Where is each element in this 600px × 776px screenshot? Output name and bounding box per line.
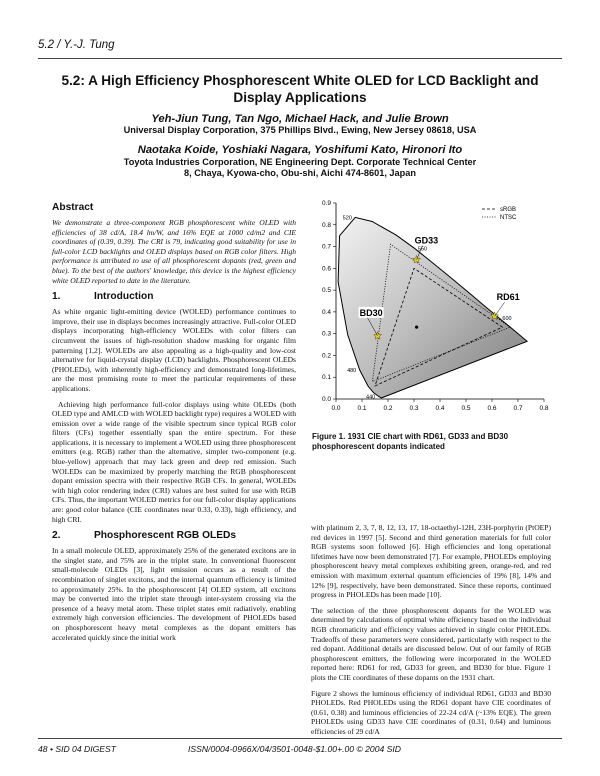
section-2-title: Phosphorescent RGB OLEDs bbox=[94, 530, 237, 542]
right-paragraph-1: with platinum 2, 3, 7, 8, 12, 13, 17, 18-octaethyl-12H, 23H-porphyrin (PtOEP) red devices in 1997 [5]. Second and third generation materials for full color RGB systems soon followed [6]. High efficiencies and long operational lifetimes have now been demonstrated [7]. For example, PHOLEDs employing phosphorescent heavy metal complexes exhibiting green, orange-red, and red emission with maximum external quantum efficiencies of 19% [8], 14% and 12% [9], respectively, have been demonstrated. Since these reports, continued progress in PHOLEDs has been made [10]. bbox=[311, 523, 551, 600]
y-tick-label: 0.6 bbox=[321, 265, 331, 273]
y-tick-label: 0.8 bbox=[321, 221, 331, 229]
wavelength-label: 600 bbox=[502, 315, 512, 322]
footer-page-info: 48 • SID 04 DIGEST bbox=[38, 744, 116, 754]
cie-figure bbox=[308, 195, 552, 430]
x-tick-label: 0.5 bbox=[461, 405, 471, 412]
affiliation-2-line2: 8, Chaya, Kyowa-cho, Obu-shi, Aichi 474-8601, Japan bbox=[184, 168, 416, 178]
y-tick-label: 0.1 bbox=[321, 374, 331, 382]
abstract-heading: Abstract bbox=[52, 202, 94, 213]
section-2-paragraph-1: In a small molecule OLED, approximately 25% of the generated excitons are in the singlet state, and 75% are in the triplet state. In conventional fluorescent small-molecule OLEDs [3], light emission occurs as a result of the recombination of singlet excitons, and the internal quantum efficiency is limited to approximately 25%. In the phosphorescent [4] OLED system, all excitons may be converted into the triplet state through inter-system crossing via the presence of a heavy metal atom. These triplet states emit radiatively, enabling extremely high conversion efficiencies. The development of PHOLEDs based on phosphorescent heavy metal complexes as the dopant emitters has accelerated quickly since the initial work bbox=[52, 546, 296, 642]
section-1-paragraph-2: Achieving high performance full-color displays using white OLEDs (both OLED type and AMLCD with WOLED backlight type) requires a WOLED with emission over a wide range of the visible spectrum since typical RGB color filters (CFs) together essentially span the entire spectrum. For these applications, it is necessary to implement a WOLED using three phosphorescent emitters (e.g. RGB) rather than the alternative, simpler two-component (e.g. blue-yellow) approach that may lack green and deep red emission. Such WOLEDs can be maximized by properly matching the RGB phosphorescent dopant emission spectra with their respective RGB CFs. In general, WOLEDs with high color rendering index (CRI) values are best suited for use with RGB CFs. Thus, the important WOLED metrics for our full-color display applications are: good color balance (CIE coordinates near 0.33, 0.33), high efficiency, and high CRI. bbox=[52, 399, 296, 524]
y-tick-label: 0.2 bbox=[321, 352, 331, 360]
section-1-number: 1. bbox=[52, 291, 61, 303]
y-tick-label: 0.3 bbox=[321, 330, 331, 338]
x-tick-label: 0.3 bbox=[409, 405, 419, 412]
y-tick-label: 0.5 bbox=[321, 287, 331, 295]
header-rule bbox=[38, 58, 562, 59]
section-2-number: 2. bbox=[52, 530, 61, 542]
y-tick-label: 0.9 bbox=[321, 200, 331, 207]
white-point-marker bbox=[415, 326, 418, 329]
dopant-label-gd33: GD33 bbox=[414, 235, 439, 246]
section-1-paragraph-1: As white organic light-emitting device (WOLED) performance continues to improve, their use in displays becomes increasingly attractive. Full-color OLED displays incorporating high-efficiency WOLEDs with color filters can circumvent the issues of high-resolution shadow masking for organic film patterning [1,2]. WOLEDs are also appealing as a high-quality and low-cost alternative for liquid-crystal display (LCD) backlights. Phosphorescent OLEDs (PHOLEDs), with inherently high-efficiency and demonstrated long-lifetimes, are the most promising route to meet the particular requirements of these applications. bbox=[52, 307, 296, 393]
wavelength-label: 440 bbox=[366, 394, 376, 401]
legend-label: NTSC bbox=[500, 215, 517, 221]
dopant-label-bd30: BD30 bbox=[359, 307, 383, 318]
affiliation-1: Universal Display Corporation, 375 Phillips Blvd., Ewing, New Jersey 08618, USA bbox=[123, 125, 477, 135]
x-tick-label: 0.1 bbox=[357, 405, 367, 412]
section-2-heading bbox=[52, 530, 296, 542]
y-tick-label: 0.7 bbox=[321, 243, 331, 251]
wavelength-label: 520 bbox=[342, 215, 352, 222]
figure-caption: Figure 1. 1931 CIE chart with RD61, GD33 and BD30 phosphorescent dopants indicated bbox=[312, 432, 509, 451]
cie-chart bbox=[308, 195, 552, 430]
wavelength-label: 480 bbox=[347, 368, 357, 375]
running-header: 5.2 / Y.-J. Tung bbox=[38, 39, 115, 51]
authors-group-2: Naotaka Koide, Yoshiaki Nagara, Yoshifumi Kato, Hironori Ito bbox=[137, 144, 463, 156]
y-tick-label: 0.4 bbox=[321, 308, 331, 316]
right-paragraph-3: Figure 2 shows the luminous efficiency of individual RD61, GD33 and BD30 PHOLEDs. Red PHOLEDs using the RD61 dopant have CIE coordinates of (0.61, 0.38) and luminous efficiencies of 22-24 cd/A (~13% EQE). The green PHOLEDs using GD33 have CIE coordinates of (0.31, 0.64) and luminous efficiencies of 29 cd/A bbox=[311, 688, 551, 736]
x-tick-label: 0.2 bbox=[383, 405, 393, 412]
footer-rule bbox=[38, 738, 562, 739]
legend-label: sRGB bbox=[500, 207, 517, 213]
section-1-title: Introduction bbox=[94, 291, 154, 303]
section-1-heading bbox=[52, 291, 296, 303]
authors-group-1: Yeh-Jiun Tung, Tan Ngo, Michael Hack, and Julie Brown bbox=[151, 113, 449, 125]
x-tick-label: 0.4 bbox=[435, 405, 445, 412]
y-tick-label: 0.0 bbox=[321, 396, 331, 403]
affiliation-2-line1: Toyota Industries Corporation, NE Engineering Dept. Corporate Technical Center bbox=[123, 157, 477, 167]
x-tick-label: 0.7 bbox=[513, 405, 523, 412]
dopant-label-rd61: RD61 bbox=[496, 292, 520, 303]
footer-issn: ISSN/0004-0966X/04/3501-0048-$1.00+.00 © 2004 SID bbox=[188, 744, 401, 754]
wavelength-label: 550 bbox=[417, 246, 428, 253]
paper-title: 5.2: A High Efficiency Phosphorescent White OLED for LCD Backlight and Display Applications bbox=[61, 73, 539, 105]
affiliation-2 bbox=[40, 157, 560, 179]
right-paragraph-2: The selection of the three phosphorescent dopants for the WOLED was determined by calculations of optimal white efficiency based on the individual RGB chromaticity and efficiency values achieved in single color PHOLEDs. Tradeoffs of these parameters were considered, particularly with respect to the red dopant. Additional details are discussed below. Out of our family of RGB phosphorescent emitters, the following were incorporated in the WOLED reported here: RD61 for red, GD33 for green, and BD30 for blue. Figure 1 plots the CIE coordinates of these dopants on the 1931 chart. bbox=[311, 605, 551, 682]
left-column bbox=[52, 202, 296, 648]
abstract-text: We demonstrate a three-component RGB phosphorescent white OLED with efficiencies of 38 cd/A, 18.4 lm/W, and 16% EQE at 1000 cd/m2 and CIE coordinates of (0.39, 0.39). The CRI is 79, indicating good suitability for use in full-color LCD backlights and OLED displays based on RGB color filters. High performance is attributed to use of all phosphorescent dopants (red, green and blue). To the best of the authors' knowledge, this device is the highest efficiency white OLED reported to date in the literature. bbox=[52, 218, 296, 285]
right-column bbox=[311, 523, 551, 742]
x-tick-label: 0.6 bbox=[487, 405, 497, 412]
x-tick-label: 0.8 bbox=[539, 405, 549, 412]
x-tick-label: 0.0 bbox=[331, 405, 341, 412]
